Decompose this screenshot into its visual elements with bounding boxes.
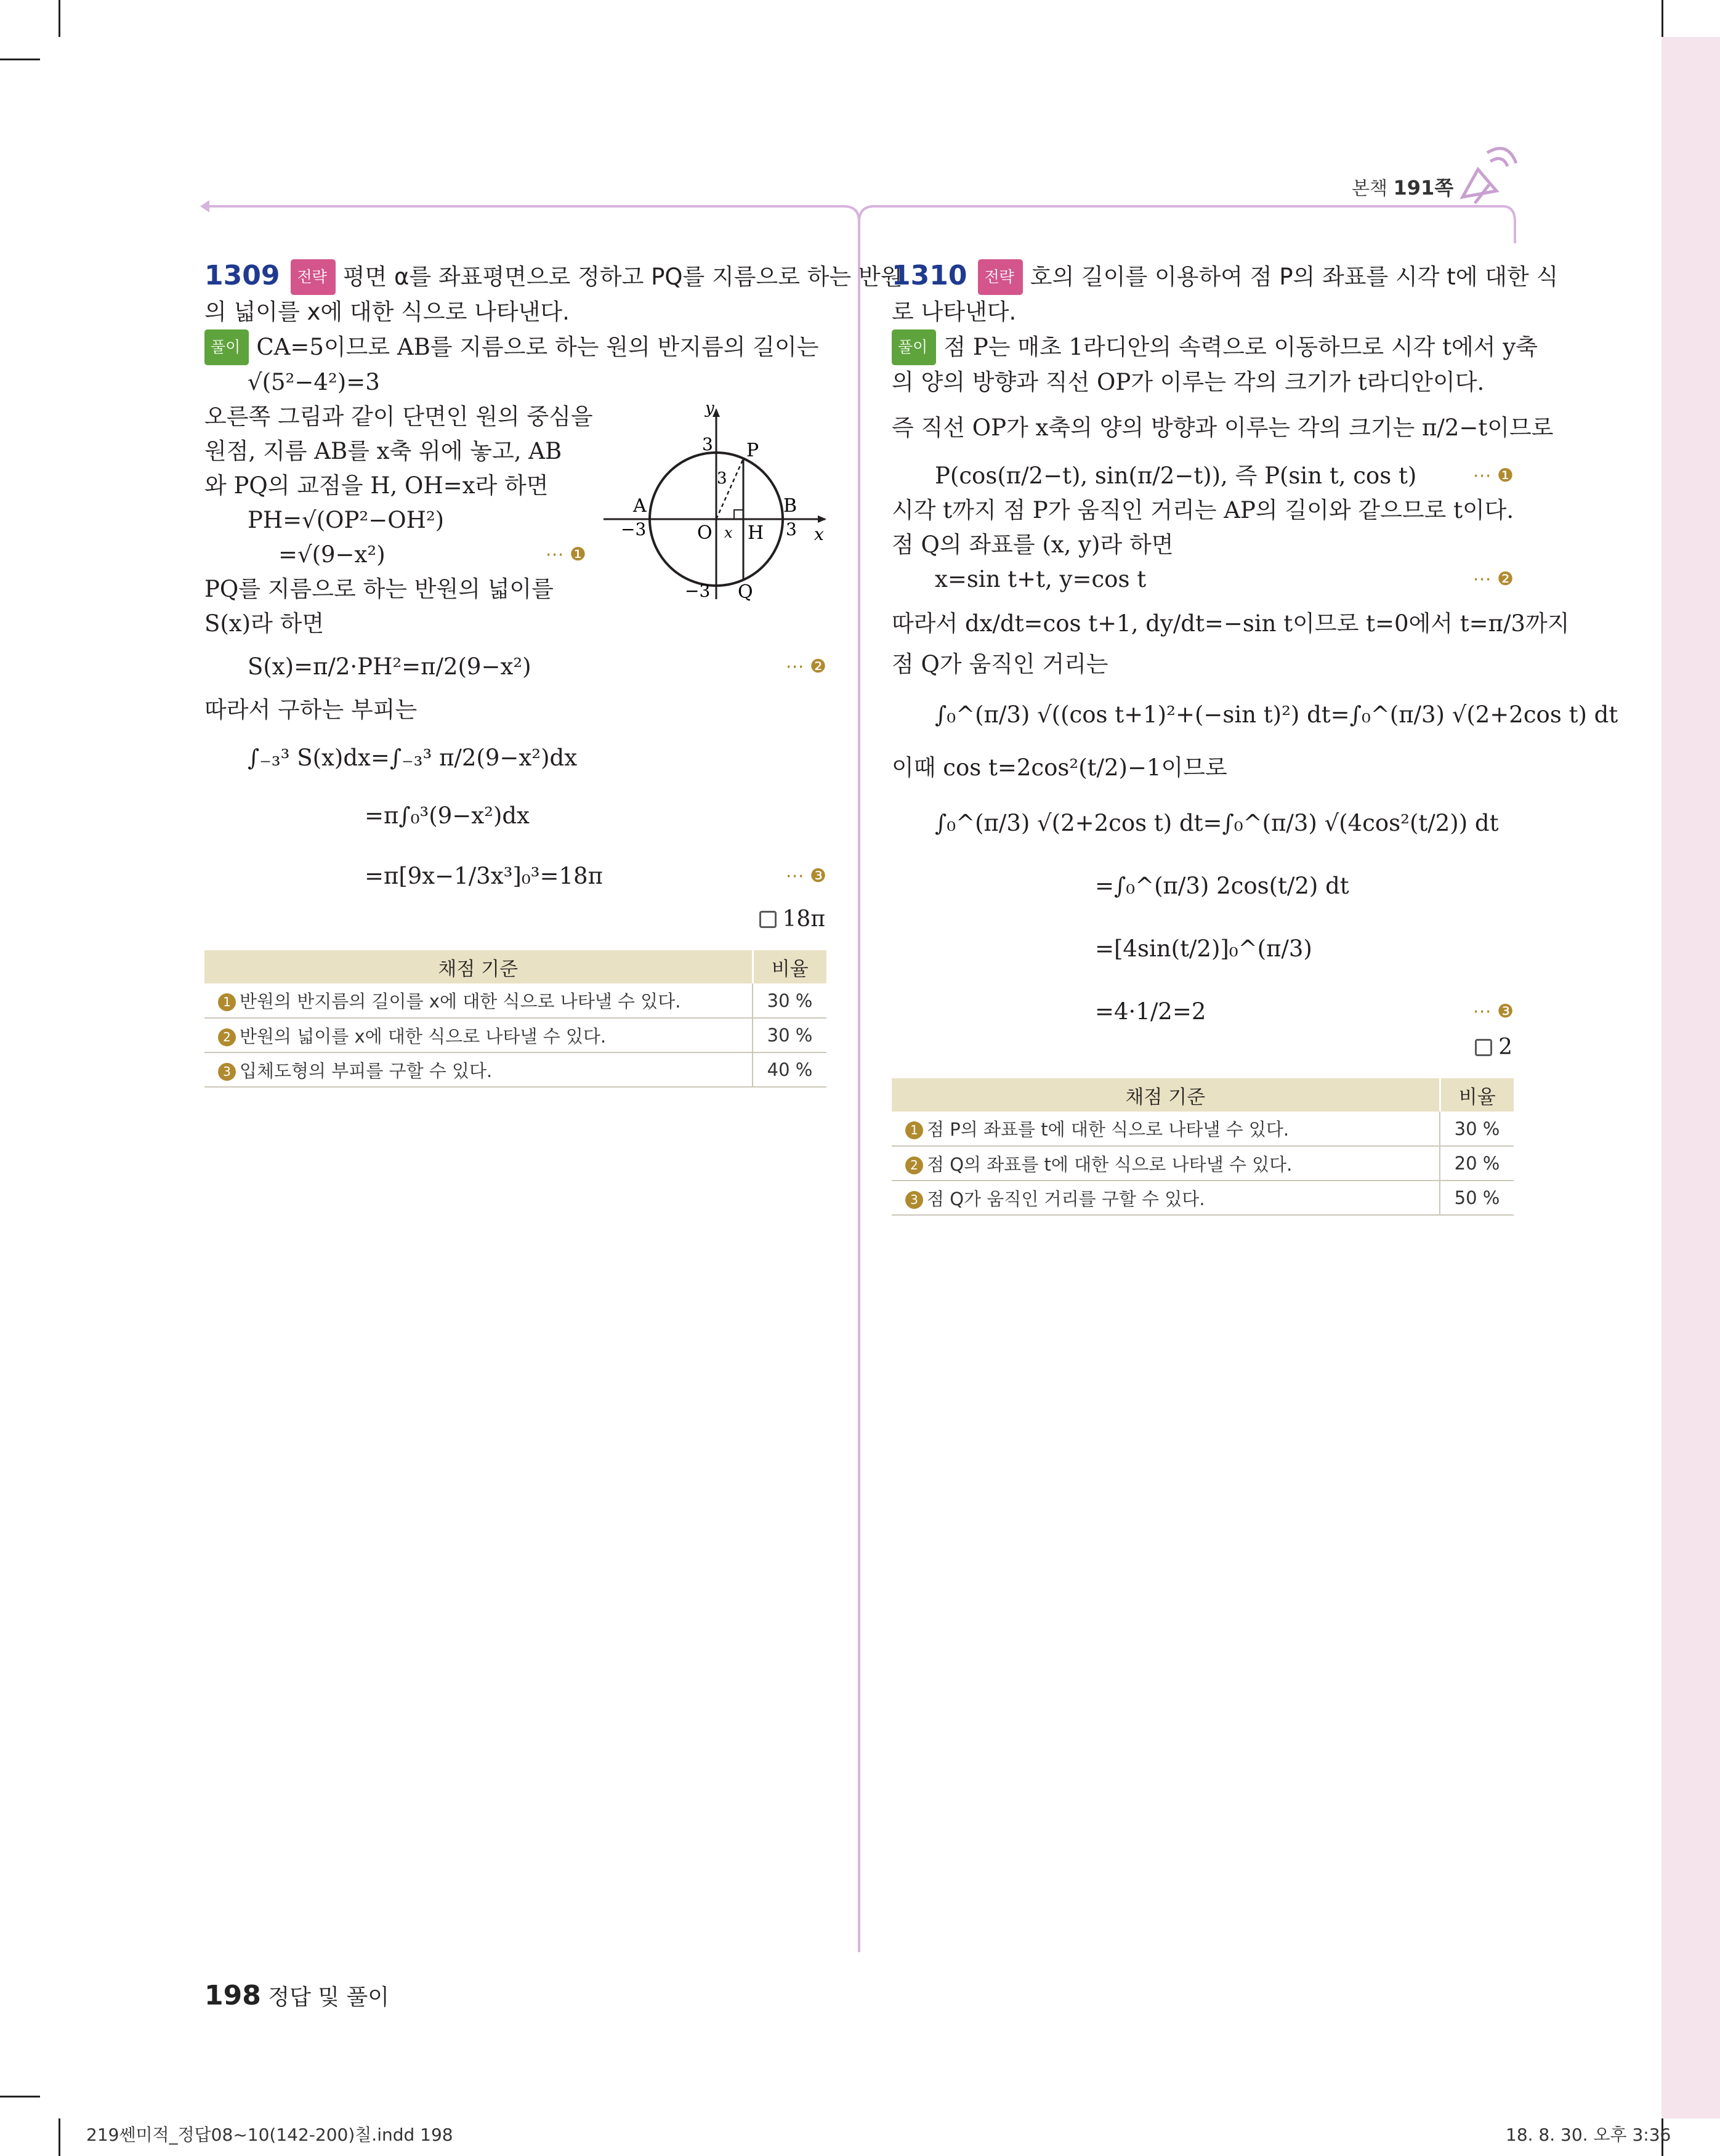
step-number-icon: 3 [905, 1191, 923, 1209]
table-header: 채점 기준 [892, 1078, 1440, 1112]
solution-line: =[4sin(t/2)]₀^(π/3) [1095, 935, 1312, 962]
label-b: B [783, 495, 797, 517]
solution-line: 점 Q의 좌표를 (x, y)라 하면 [892, 531, 1174, 558]
ratio-cell: 20 % [1440, 1146, 1514, 1181]
label-p: P [746, 440, 759, 461]
step-marker: ⋯ ❶ [1472, 465, 1514, 487]
solution-line: √(5²−4²)=3 [248, 369, 380, 395]
label-q: Q [738, 581, 753, 603]
ratio-cell: 50 % [1440, 1181, 1514, 1215]
step-number-icon: 1 [218, 993, 236, 1011]
table-row [892, 1146, 1514, 1181]
step-marker: ⋯ ❷ [1472, 568, 1514, 590]
ratio-cell: 30 % [1440, 1112, 1514, 1146]
table-row [204, 1018, 826, 1052]
circle-cross-section-figure [604, 403, 831, 607]
solution-line: 시각 t까지 점 P가 움직인 거리는 AP의 길이와 같으므로 t이다. [892, 497, 1514, 523]
right-angle-mark [734, 510, 743, 519]
strategy-text: 평면 α를 좌표평면으로 정하고 PQ를 지름으로 하는 반원 [342, 264, 903, 290]
label-right-3: 3 [786, 519, 797, 539]
solution-line: S(x)=π/2·PH²=π/2(9−x²) [248, 653, 531, 680]
step-marker: ⋯ ❸ [1472, 1001, 1514, 1022]
step-marker: ⋯ ❶ [545, 544, 586, 565]
strategy-text: 호의 길이를 이용하여 점 P의 좌표를 시각 t에 대한 식 [1030, 264, 1559, 290]
reference-page: 본책 191쪽 [1352, 176, 1454, 200]
criterion-text: 점 Q가 움직인 거리를 구할 수 있다. [927, 1188, 1205, 1209]
solution-line: 따라서 구하는 부피는 [204, 696, 418, 723]
solution-line: S(x)라 하면 [204, 610, 325, 637]
solution-line: PQ를 지름으로 하는 반원의 넓이를 [204, 576, 554, 602]
ratio-cell: 30 % [753, 1018, 826, 1052]
table-header: 비율 [753, 950, 826, 983]
table-header: 채점 기준 [204, 950, 753, 983]
label-x: x [814, 524, 824, 544]
label-o: O [697, 522, 713, 544]
label-bottom-3: −3 [685, 581, 711, 601]
solution-line: 점 P는 매초 1라디안의 속력으로 이동하므로 시각 t에서 y축 [943, 334, 1538, 360]
solution-line: ∫₀^(π/3) √(2+2cos t) dt=∫₀^(π/3) √(4cos²(t/2)) dt [935, 810, 1499, 836]
solution-line: 즉 직선 OP가 x축의 양의 방향과 이루는 각의 크기는 π/2−t이므로 [892, 414, 1554, 441]
criterion-text: 점 Q의 좌표를 t에 대한 식으로 나타낼 수 있다. [927, 1153, 1293, 1175]
step-marker: ⋯ ❷ [785, 656, 826, 677]
table-header: 비율 [1440, 1078, 1514, 1112]
problem-1310 [892, 259, 1618, 1216]
answer-icon [759, 911, 777, 928]
page-number: 198 [204, 1980, 261, 2011]
strategy-tag: 전략 [978, 259, 1022, 295]
solution-line: CA=5이므로 AB를 지름으로 하는 원의 반지름의 길이는 [256, 334, 819, 360]
step-number-icon: 2 [218, 1028, 236, 1046]
table-row [204, 1052, 826, 1087]
solution-line: =π∫₀³(9−x²)dx [365, 802, 530, 829]
answer-value: 2 [1498, 1035, 1512, 1060]
table-row [204, 983, 826, 1018]
solution-line: 이때 cos t=2cos²(t/2)−1이므로 [892, 754, 1227, 781]
criterion-text: 반원의 넓이를 x에 대한 식으로 나타낼 수 있다. [240, 1025, 607, 1047]
solution-line: 원점, 지름 AB를 x축 위에 놓고, AB [204, 438, 562, 464]
label-h: H [748, 522, 764, 544]
scoring-table [204, 950, 826, 1088]
table-row [892, 1112, 1514, 1146]
problem-number: 1309 [204, 260, 280, 291]
solution-line: PH=√(OP²−OH²) [248, 507, 445, 533]
strategy-text: 의 넓이를 x에 대한 식으로 나타낸다. [204, 299, 570, 325]
solution-line: ∫₀^(π/3) √((cos t+1)²+(−sin t)²) dt=∫₀^(π/3) √(2+2cos t) dt [935, 701, 1618, 728]
table-row [892, 1181, 1514, 1215]
step-number-icon: 3 [218, 1063, 236, 1081]
scoring-table [892, 1078, 1514, 1216]
label-radius-3: 3 [717, 469, 727, 488]
step-number-icon: 2 [905, 1157, 923, 1174]
problem-number: 1310 [892, 260, 967, 291]
print-slug-file: 219쎈미적_정답08~10(142-200)칠.indd 198 [86, 2125, 453, 2145]
label-oh-x: x [724, 524, 733, 541]
solution-line: ∫₋₃³ S(x)dx=∫₋₃³ π/2(9−x²)dx [248, 745, 578, 771]
print-slug-date: 18. 8. 30. 오후 3:36 [1506, 2125, 1671, 2145]
solution-line: 와 PQ의 교점을 H, OH=x라 하면 [204, 472, 549, 499]
satellite-icon [1463, 148, 1516, 203]
solution-line: =4·1/2=2 [1095, 998, 1206, 1025]
solution-line: 따라서 dx/dt=cos t+1, dy/dt=−sin t이므로 t=0에서 t=π/3까지 [892, 610, 1570, 637]
ratio-cell: 40 % [753, 1052, 826, 1087]
solution-line: P(cos(π/2−t), sin(π/2−t)), 즉 P(sin t, cos t) [935, 462, 1417, 489]
solution-line: 오른쪽 그림과 같이 단면인 원의 중심을 [204, 403, 593, 430]
criterion-text: 입체도형의 부피를 구할 수 있다. [240, 1060, 493, 1081]
page-footer [204, 1980, 389, 2011]
solution-tag: 풀이 [204, 329, 249, 365]
solution-line: 점 Q가 움직인 거리는 [892, 651, 1108, 677]
solution-line: 의 양의 방향과 직선 OP가 이루는 각의 크기가 t라디안이다. [892, 369, 1485, 395]
label-left-3: −3 [621, 519, 647, 539]
solution-line: =√(9−x²) [278, 541, 386, 568]
step-number-icon: 1 [905, 1121, 923, 1139]
answer-icon [1475, 1039, 1492, 1056]
problem-1309 [204, 259, 903, 1088]
label-y: y [705, 403, 714, 418]
ratio-cell: 30 % [753, 983, 826, 1018]
solution-line: =∫₀^(π/3) 2cos(t/2) dt [1095, 873, 1349, 899]
solution-tag: 풀이 [892, 329, 936, 365]
strategy-text: 로 나타낸다. [892, 299, 1017, 325]
x-axis-arrow-icon [818, 515, 826, 523]
step-marker: ⋯ ❸ [785, 865, 826, 887]
solution-line: x=sin t+t, y=cos t [935, 566, 1147, 592]
strategy-tag: 전략 [291, 259, 335, 295]
label-a: A [633, 495, 647, 517]
answer-value: 18π [782, 906, 825, 932]
criterion-text: 점 P의 좌표를 t에 대한 식으로 나타낼 수 있다. [927, 1119, 1290, 1140]
section-name: 정답 및 풀이 [268, 1985, 390, 2010]
label-top-3: 3 [702, 434, 713, 454]
criterion-text: 반원의 반지름의 길이를 x에 대한 식으로 나타낼 수 있다. [240, 991, 681, 1012]
solution-line: =π[9x−1/3x³]₀³=18π [365, 863, 603, 889]
